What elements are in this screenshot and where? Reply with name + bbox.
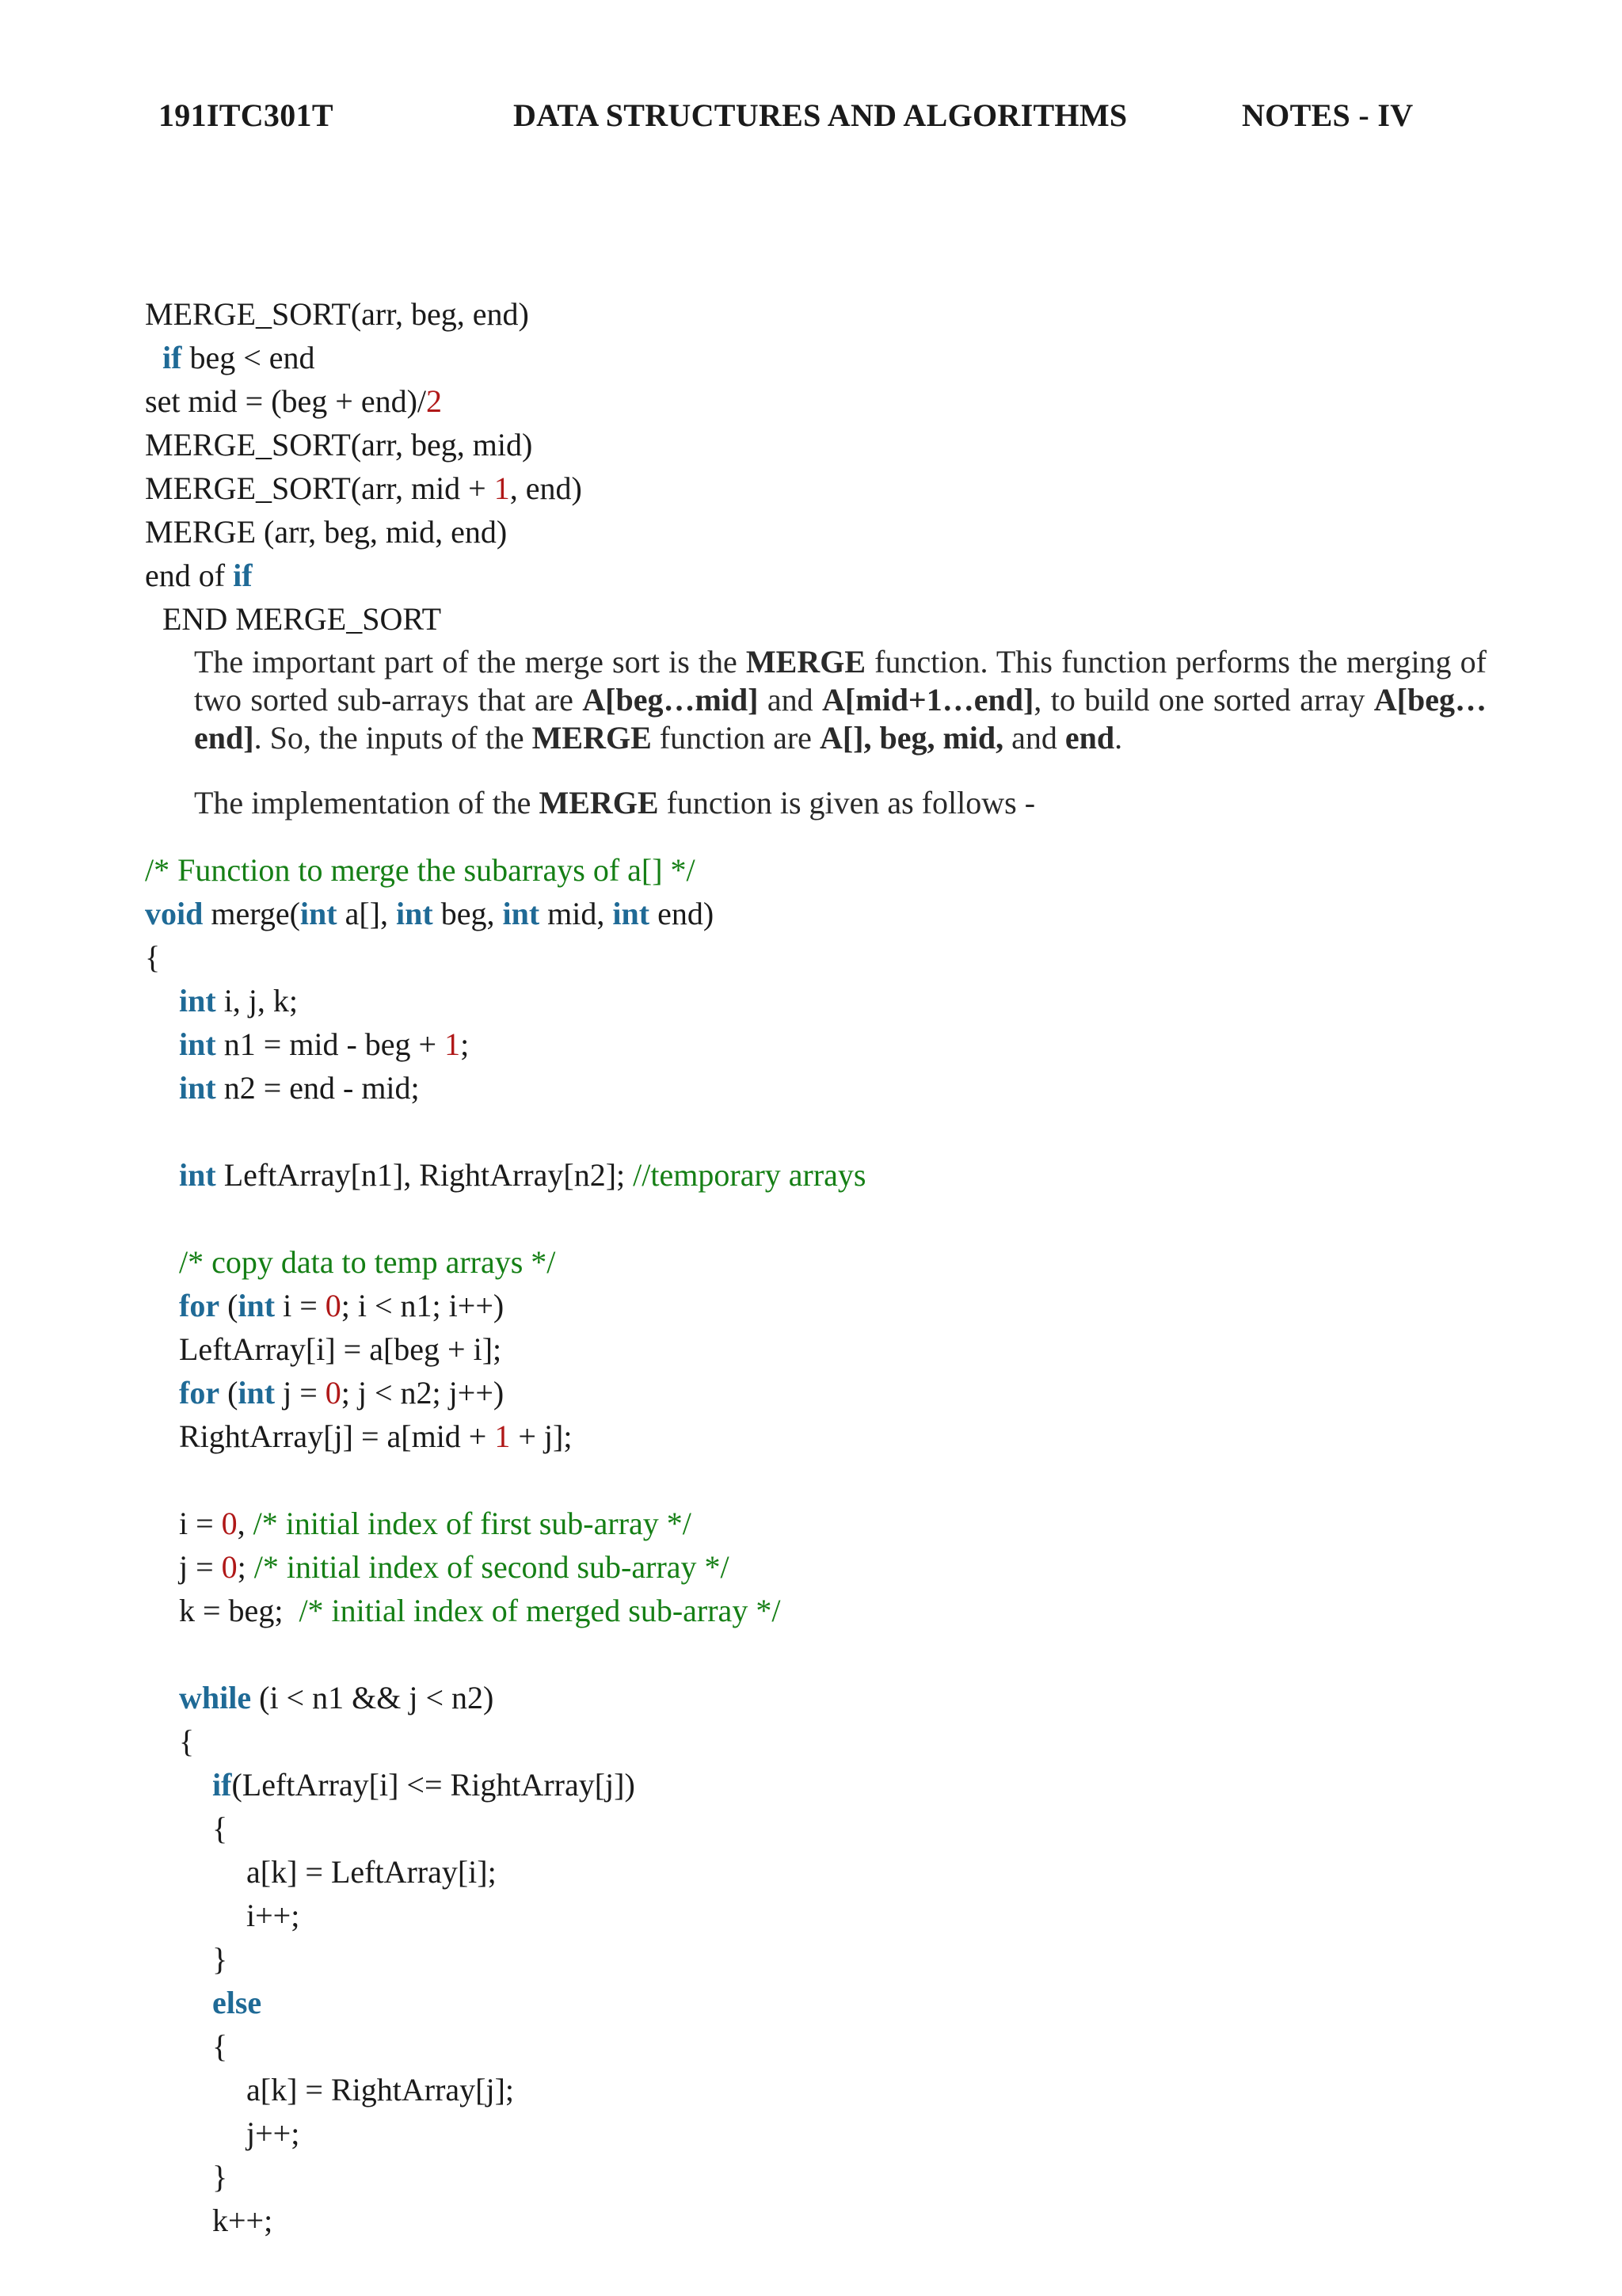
code-line-if [212, 1764, 635, 1807]
code-line-if-assign [246, 1851, 497, 1894]
keyword: int [179, 983, 216, 1019]
code-line-decl-ijk [179, 980, 298, 1022]
code-text: i, j, k; [215, 983, 299, 1019]
keyword: int [612, 896, 650, 931]
code-line-if-close [212, 1938, 227, 1981]
code-line-init-k [179, 1590, 780, 1632]
pseudo-text: MERGE (arr, beg, mid, end) [145, 514, 508, 550]
code-line-decl-n1 [179, 1023, 469, 1066]
para-text: and [1003, 720, 1065, 756]
code-text: n1 = mid - beg + [215, 1026, 445, 1062]
header-course-code: 191ITC301T [158, 97, 333, 133]
code-line-while-open [179, 1720, 194, 1763]
code-text: ; j < n2; j++) [341, 1375, 504, 1411]
code-text: beg, [432, 896, 503, 931]
code-text: ( [219, 1288, 238, 1323]
keyword: void [145, 896, 204, 931]
code-line-else-assign [246, 2069, 514, 2111]
number-literal: 0 [325, 1375, 341, 1411]
keyword: else [212, 1985, 262, 2020]
para-bold: A[], beg, mid, [819, 720, 1004, 756]
code-line-else-increment [246, 2112, 299, 2155]
code-text: i = [179, 1506, 222, 1541]
merge-implementation-intro [194, 784, 1487, 822]
number-literal: 1 [494, 1418, 511, 1454]
code-line-decl-arrays [179, 1154, 866, 1197]
code-text: ( [219, 1375, 238, 1411]
para-text: , to build one sorted array [1034, 682, 1374, 718]
pseudo-line-1 [145, 293, 529, 336]
keyword: for [179, 1375, 220, 1411]
para-text: function are [651, 720, 820, 756]
code-text: (LeftArray[i] <= RightArray[j]) [231, 1767, 635, 1803]
keyword: if [162, 340, 182, 375]
code-line-brace-open [145, 936, 160, 979]
header-notes-label: NOTES - IV [1242, 97, 1414, 133]
code-text: + j]; [510, 1418, 573, 1454]
pseudo-text: MERGE_SORT(arr, beg, end) [145, 296, 529, 332]
pseudo-line-6 [145, 511, 507, 554]
code-line-while [179, 1677, 493, 1719]
pseudo-line-7 [145, 554, 253, 597]
code-line-for-left [179, 1285, 504, 1327]
keyword: for [179, 1288, 220, 1323]
code-text: a[k] = LeftArray[i]; [246, 1854, 497, 1890]
code-line-if-increment [246, 1894, 299, 1937]
code-text: j++; [246, 2115, 300, 2151]
number-literal: 0 [221, 1549, 238, 1585]
code-text: RightArray[j] = a[mid + [179, 1418, 495, 1454]
keyword: if [212, 1767, 232, 1803]
code-comment: /* copy data to temp arrays */ [179, 1244, 556, 1280]
keyword: int [179, 1157, 216, 1193]
para-bold: MERGE [539, 785, 659, 821]
code-text: ; [460, 1026, 470, 1062]
pseudo-text: , end) [509, 470, 582, 506]
para-text: The important part of the merge sort is the [194, 644, 746, 680]
para-text: function. This function performs the merging of two sorted sub-arrays that are [194, 644, 1487, 718]
number-literal: 1 [493, 470, 510, 506]
code-text: a[k] = RightArray[j]; [246, 2072, 515, 2108]
para-text: function is given as follows - [658, 785, 1036, 821]
number-literal: 0 [221, 1506, 238, 1541]
pseudo-line-8 [162, 598, 441, 641]
para-text: and [758, 682, 823, 718]
para-bold: MERGE [745, 644, 866, 680]
code-text: merge( [203, 896, 300, 931]
code-comment: //temporary arrays [633, 1157, 866, 1193]
pseudo-text: beg < end [181, 340, 315, 375]
pseudo-line-4 [145, 424, 532, 466]
keyword: int [238, 1375, 276, 1411]
code-text: { [212, 2028, 228, 2064]
para-text: The implementation of the [194, 785, 539, 821]
code-line-if-open [212, 1807, 227, 1850]
pseudo-line-2 [162, 337, 315, 379]
code-text: ; [237, 1549, 254, 1585]
code-text: } [212, 1941, 228, 1977]
code-text: } [212, 2159, 228, 2195]
pseudo-text: END MERGE_SORT [162, 601, 442, 637]
code-text: LeftArray[i] = a[beg + i]; [179, 1331, 502, 1367]
pseudo-text: end of [145, 558, 234, 593]
pseudo-line-3 [145, 380, 442, 423]
para-text: . So, the inputs of the [253, 720, 532, 756]
code-text: k++; [212, 2203, 273, 2238]
para-bold: A[mid+1…end] [822, 682, 1034, 718]
number-literal: 1 [444, 1026, 461, 1062]
header-course-title: DATA STRUCTURES AND ALGORITHMS [513, 97, 1128, 133]
code-text: { [212, 1811, 228, 1846]
code-line-init-i [179, 1502, 691, 1545]
code-text: , [237, 1506, 253, 1541]
keyword: int [238, 1288, 276, 1323]
code-line-comment-copy [179, 1241, 555, 1284]
code-text: j = [275, 1375, 326, 1411]
keyword: if [233, 558, 253, 593]
code-line-else-open [212, 2025, 227, 2068]
code-line-init-j [179, 1546, 729, 1589]
keyword: int [396, 896, 433, 931]
code-line-comment-header [145, 849, 695, 892]
code-text: { [145, 939, 161, 975]
code-text: i++; [246, 1898, 300, 1933]
para-bold: A[beg…mid] [582, 682, 759, 718]
code-line-for-right [179, 1372, 504, 1415]
para-bold: end [1064, 720, 1115, 756]
para-bold: MERGE [531, 720, 652, 756]
code-text: k = beg; [179, 1593, 299, 1628]
pseudo-text: MERGE_SORT(arr, beg, mid) [145, 427, 533, 463]
code-text: j = [179, 1549, 222, 1585]
code-comment: /* initial index of second sub-array */ [253, 1549, 729, 1585]
para-text: . [1114, 720, 1123, 756]
code-line-else-close [212, 2156, 227, 2199]
keyword: int [179, 1070, 216, 1106]
code-line-copy-left [179, 1328, 501, 1371]
pseudo-text: set mid = (beg + end)/ [145, 383, 427, 419]
code-line-decl-n2 [179, 1067, 420, 1110]
pseudo-text: MERGE_SORT(arr, mid + [145, 470, 494, 506]
code-line-k-increment [212, 2199, 272, 2242]
code-text: n2 = end - mid; [215, 1070, 420, 1106]
code-comment: /* Function to merge the subarrays of a[] */ [145, 852, 695, 888]
code-text: ; i < n1; i++) [341, 1288, 504, 1323]
code-text: end) [649, 896, 714, 931]
pseudo-line-5 [145, 467, 582, 510]
merge-description-paragraph [194, 643, 1487, 757]
number-literal: 2 [426, 383, 443, 419]
code-comment: /* initial index of merged sub-array */ [299, 1593, 781, 1628]
keyword: int [299, 896, 337, 931]
code-line-signature [145, 893, 714, 935]
keyword: while [179, 1680, 252, 1715]
code-text: { [179, 1723, 195, 1759]
code-line-else [212, 1982, 261, 2024]
code-text: a[], [337, 896, 396, 931]
code-text: LeftArray[n1], RightArray[n2]; [215, 1157, 634, 1193]
code-line-copy-right [179, 1415, 572, 1458]
keyword: int [502, 896, 540, 931]
code-comment: /* initial index of first sub-array */ [253, 1506, 691, 1541]
code-text: (i < n1 && j < n2) [251, 1680, 494, 1715]
code-text: mid, [539, 896, 613, 931]
keyword: int [179, 1026, 216, 1062]
code-text: i = [275, 1288, 326, 1323]
para-bold: A[beg…end] [194, 682, 1487, 756]
number-literal: 0 [325, 1288, 341, 1323]
